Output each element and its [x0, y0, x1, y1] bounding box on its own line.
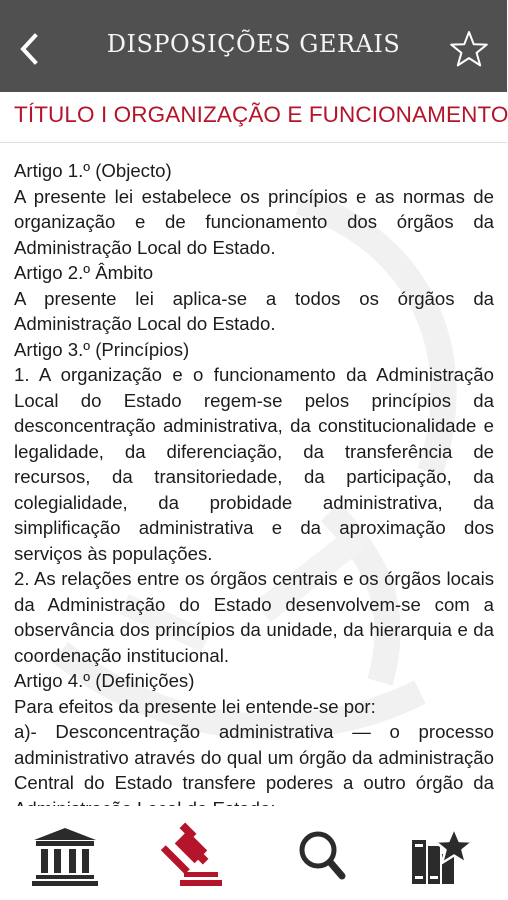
tab-legislation[interactable]	[158, 826, 228, 888]
article-heading: Artigo 3.º (Princípios)	[14, 338, 190, 360]
article-paragraph: Para efeitos da presente lei entende-se por:	[14, 695, 376, 717]
favorites-library-icon	[408, 826, 478, 888]
star-outline-icon	[449, 30, 489, 68]
article-paragraph: A presente lei estabelece os princípios e as normas de organização e de funcionamento dos órgãos da Administração Local do Estado.	[14, 185, 494, 258]
tab-search[interactable]	[290, 826, 360, 888]
tab-favorites[interactable]	[408, 826, 478, 888]
favorite-button[interactable]	[449, 30, 489, 68]
section-divider	[0, 142, 507, 143]
section-title: TÍTULO I ORGANIZAÇÃO E FUNCIONAMENTO	[14, 102, 508, 127]
bottom-tab-bar	[0, 806, 507, 900]
institution-icon	[30, 826, 100, 888]
article-content[interactable]	[0, 92, 507, 806]
article-heading: Artigo 1.º (Objecto)	[14, 160, 172, 181]
tab-institution[interactable]	[30, 826, 100, 888]
article-paragraph: 2. As relações entre os órgãos centrais e os órgãos locais da Administração do Estado desenvolvem-se com a observância dos princípios da unidade, da hierarquia e da coordenação institucional.	[14, 568, 494, 666]
page-title: DISPOSIÇÕES GERAIS	[106, 30, 401, 58]
article-paragraph: a)- Desconcentração administrativa — o processo administrativo através do qual um órgão da administração Central do Estado transfere poderes a outro órgão da	[14, 721, 494, 793]
article-heading: Artigo 4.º (Definições)	[14, 670, 195, 691]
article-paragraph: A presente lei aplica-se a todos os órgãos da Administração Local do Estado.	[14, 287, 494, 334]
article-paragraph: 1. A organização e o funcionamento da Administração Local do Estado regem-se pelos princípios da desconcentração administrativa, da constitucionalidade e legalidade, da diferenciação, da transferência de recursos, da transitoriedade, da participação, da colegialidade, da probidade administrativa, da simplificação administrativa e da aproximação dos serviços às populações.	[14, 364, 494, 564]
search-icon	[290, 826, 360, 888]
chevron-left-icon	[14, 32, 44, 66]
article-heading: Artigo 2.º Âmbito	[14, 262, 154, 283]
top-navigation-bar	[0, 0, 507, 92]
gavel-icon	[158, 826, 228, 888]
article-text	[14, 158, 494, 821]
back-button[interactable]	[14, 32, 44, 66]
